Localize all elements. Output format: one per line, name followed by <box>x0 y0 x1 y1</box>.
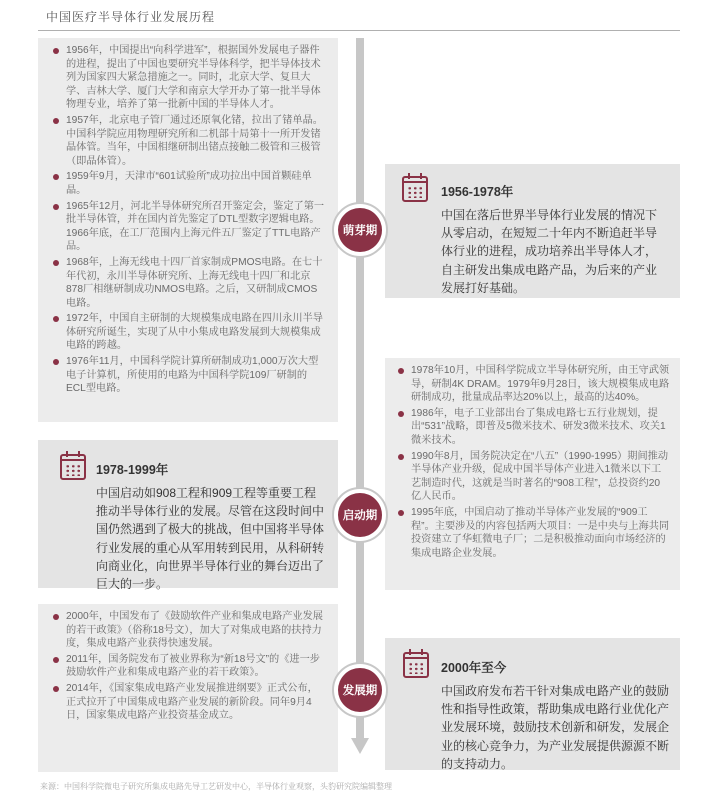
phase2-event-list <box>395 364 670 560</box>
list-item: 2011年，国务院发布了被业界称为“新18号文”的《进一步鼓励软件产业和集成电路产业的若干政策》。 <box>50 653 326 680</box>
phase2-events-panel <box>385 358 680 590</box>
list-item: 1968年，上海无线电十四厂首家制成PMOS电路。在七十年代初，永川半导体研究所、上海无线电十四厂和北京878厂相继研制成功NMOS电路。之后，又研制成CMOS电路。 <box>50 256 326 310</box>
phase2-summary-panel <box>38 440 338 592</box>
phase3-label: 发展期 <box>338 668 382 712</box>
phase3-event-list <box>50 610 326 723</box>
list-item: 1956年，中国提出“向科学进军”，根据国外发展电子器件的进程，提出了中国也要研究半导体科学，把半导体技术列为国家四大紧急措施之一。同时，北京大学、复旦大学、吉林大学、厦门大学和南京大学开办了第一批半导体物理专业，培养了第一批新中国的半导体人才。 <box>50 44 326 112</box>
calendar-icon <box>402 176 428 202</box>
phase1-summary: 中国在落后世界半导体行业发展的情况下从零启动，在短短二十年内不断追赶半导体行业的进程，成功培养出半导体人才，自主研发出集成电路产品，为后来的产业发展打好基础。 <box>441 208 658 295</box>
phase2-summary: 中国启动如908工程和909工程等重要工程推动半导体行业的发展。尽管在这段时间中国仍然遇到了极大的挑战，但中国将半导体行业发展的重心从军用转到民用，从科研转向商业化，向世界半导体行业的舞台迈出了巨大的一步。 <box>96 486 325 592</box>
list-item: 2014年，《国家集成电路产业发展推进纲要》正式公布，正式拉开了中国集成电路产业发展的新阶段。同年9月4日，国家集成电路产业投资基金成立。 <box>50 682 326 723</box>
phase3-period: 2000年至今 <box>441 661 507 675</box>
page-title: 中国医疗半导体行业发展历程 <box>46 10 216 24</box>
list-item: 1957年，北京电子管厂通过还原氧化锗，拉出了锗单晶。中国科学院应用物理研究所和二机部十局第十一所开发锗晶体管。当年，中国相继研制出锗点接触二极管和三极管（即晶体管）。 <box>50 114 326 168</box>
phase3-summary-panel <box>385 638 680 770</box>
list-item: 1990年8月，国务院决定在“八五”（1990-1995）期间推动半导体产业升级，促成中国半导体产业进入1微米以下工艺制造时代，这就是当时著名的“908工程”，总投资约20亿人民币。 <box>395 450 670 504</box>
phase1-summary-panel <box>385 164 680 298</box>
phase2-label: 启动期 <box>338 493 382 537</box>
phase1-period: 1956-1978年 <box>441 185 514 199</box>
list-item: 1959年9月，天津市“601试验所”成功拉出中国首颗硅单晶。 <box>50 170 326 197</box>
phase3-summary: 中国政府发布若干针对集成电路产业的鼓励性和指导性政策，帮助集成电路行业优化产业发展环境，鼓励技术创新和研发，发展企业的核心竞争力，为产业发展提供源源不断的支持动力。 <box>441 684 670 771</box>
calendar-icon <box>60 454 86 480</box>
timeline-spine <box>356 38 364 740</box>
phase2-period: 1978-1999年 <box>96 463 169 477</box>
phase3-marker <box>332 662 388 718</box>
list-item: 1995年底，中国启动了推动半导体产业发展的“909工程”。主要涉及的内容包括两大项目：一是中央与上海共同投资建立了华虹微电子厂；二是积极推动面向市场经济的集成电路企业发展。 <box>395 506 670 560</box>
phase2-marker <box>332 487 388 543</box>
phase1-label: 萌芽期 <box>338 208 382 252</box>
title-divider <box>38 30 680 31</box>
source-note: 来源：中国科学院微电子研究所集成电路先导工艺研发中心，半导体行业观察，头豹研究院编辑整理 <box>40 782 392 791</box>
list-item: 1986年，电子工业部出台了集成电路七五行业规划，提出“531”战略，即普及5微米技术、研发3微米技术、攻关1微米技术。 <box>395 407 670 448</box>
phase3-events-panel <box>38 604 338 772</box>
list-item: 1972年，中国自主研制的大规模集成电路在四川永川半导体研究所诞生，实现了从中小集成电路发展到大规模集成电路的跨越。 <box>50 312 326 353</box>
phase1-events-panel <box>38 38 338 422</box>
list-item: 2000年，中国发布了《鼓励软件产业和集成电路产业发展的若干政策》（俗称18号文），加大了对集成电路的扶持力度，集成电路产业获得快速发展。 <box>50 610 326 651</box>
phase1-event-list <box>50 44 326 396</box>
calendar-icon <box>403 652 429 678</box>
list-item: 1978年10月，中国科学院成立半导体研究所，由王守武领导，研制4K DRAM。1979年9月28日，该大规模集成电路研制成功，批量成品率达20%以上，最高的达40%。 <box>395 364 670 405</box>
list-item: 1976年11月，中国科学院计算所研制成功1,000万次大型电子计算机，所使用的电路为中国科学院109厂研制的ECL型电路。 <box>50 355 326 396</box>
phase1-marker <box>332 202 388 258</box>
timeline-arrow-icon <box>351 738 369 754</box>
list-item: 1965年12月，河北半导体研究所召开鉴定会，鉴定了第一批半导体管，并在国内首先鉴定了DTL型数字逻辑电路。1966年底，在工厂范围内上海元件五厂鉴定了TTL电路产品。 <box>50 200 326 254</box>
